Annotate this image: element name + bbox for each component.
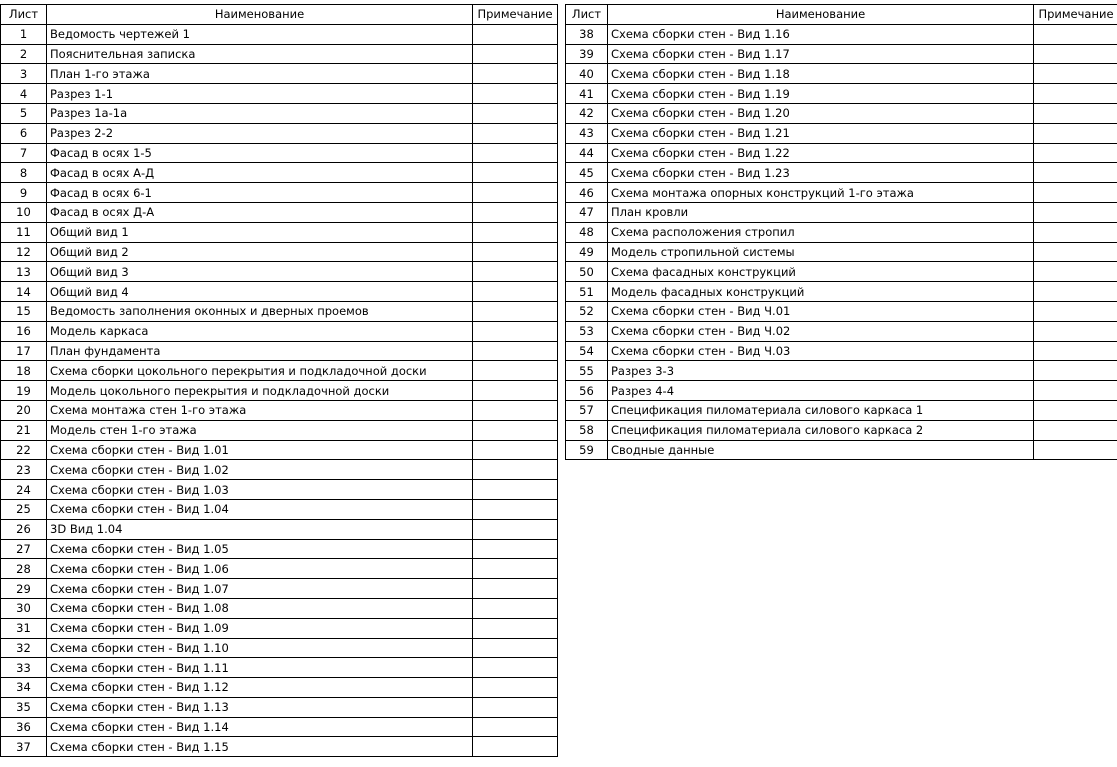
sheet-number-cell: 19 xyxy=(1,381,47,401)
sheet-name-cell: Схема сборки стен - Вид Ч.01 xyxy=(608,301,1034,321)
table-row xyxy=(1,559,558,579)
sheet-note-cell xyxy=(473,242,558,262)
sheet-number-cell: 20 xyxy=(1,400,47,420)
sheet-name-cell: Модель каркаса xyxy=(47,321,473,341)
sheet-number-cell: 29 xyxy=(1,579,47,599)
table-row xyxy=(566,282,1117,302)
sheet-number-cell: 12 xyxy=(1,242,47,262)
table-row xyxy=(1,579,558,599)
sheet-name-cell: Разрез 4-4 xyxy=(608,381,1034,401)
table-row xyxy=(566,143,1117,163)
sheet-note-cell xyxy=(473,440,558,460)
sheet-number-cell: 51 xyxy=(566,282,608,302)
sheet-name-cell: Спецификация пиломатериала силового каркаса 2 xyxy=(608,420,1034,440)
sheet-name-cell: Схема сборки стен - Вид 1.23 xyxy=(608,163,1034,183)
table-row xyxy=(1,440,558,460)
sheet-note-cell xyxy=(473,420,558,440)
sheet-name-cell: Схема сборки стен - Вид 1.21 xyxy=(608,123,1034,143)
sheet-name-cell: Схема сборки стен - Вид 1.20 xyxy=(608,103,1034,123)
sheet-name-cell: Схема сборки стен - Вид 1.05 xyxy=(47,539,473,559)
sheet-name-cell: План фундамента xyxy=(47,341,473,361)
table-row xyxy=(566,381,1117,401)
table-row xyxy=(566,301,1117,321)
table-row xyxy=(1,598,558,618)
sheet-name-cell: Пояснительная записка xyxy=(47,44,473,64)
table-row xyxy=(1,618,558,638)
table-row xyxy=(566,103,1117,123)
table-row xyxy=(1,301,558,321)
sheet-name-cell: Разрез 1-1 xyxy=(47,84,473,104)
table-row xyxy=(1,460,558,480)
sheet-name-cell: План кровли xyxy=(608,202,1034,222)
sheet-note-cell xyxy=(473,84,558,104)
table-row xyxy=(566,44,1117,64)
sheet-number-cell: 7 xyxy=(1,143,47,163)
sheet-note-cell xyxy=(1034,103,1117,123)
sheet-note-cell xyxy=(473,579,558,599)
table-row xyxy=(566,400,1117,420)
table-row xyxy=(566,242,1117,262)
sheet-name-cell: Схема сборки стен - Вид 1.17 xyxy=(608,44,1034,64)
sheet-number-cell: 42 xyxy=(566,103,608,123)
table-row xyxy=(1,202,558,222)
sheet-number-cell: 48 xyxy=(566,222,608,242)
sheet-note-cell xyxy=(1034,143,1117,163)
sheet-note-cell xyxy=(1034,400,1117,420)
header-note: Примечание xyxy=(1034,5,1117,25)
sheet-number-cell: 24 xyxy=(1,480,47,500)
sheet-note-cell xyxy=(473,163,558,183)
sheet-number-cell: 4 xyxy=(1,84,47,104)
sheet-note-cell xyxy=(1034,183,1117,203)
sheet-number-cell: 3 xyxy=(1,64,47,84)
sheet-name-cell: Модель фасадных конструкций xyxy=(608,282,1034,302)
sheet-note-cell xyxy=(473,44,558,64)
sheet-name-cell: Фасад в осях 1-5 xyxy=(47,143,473,163)
sheet-note-cell xyxy=(1034,262,1117,282)
sheet-note-cell xyxy=(473,64,558,84)
sheet-number-cell: 35 xyxy=(1,697,47,717)
drawing-list-table-right xyxy=(565,4,1117,460)
table-row xyxy=(1,361,558,381)
sheet-note-cell xyxy=(473,103,558,123)
table-row xyxy=(566,84,1117,104)
sheet-note-cell xyxy=(473,480,558,500)
sheet-name-cell: 3D Вид 1.04 xyxy=(47,519,473,539)
table-row xyxy=(1,143,558,163)
sheet-note-cell xyxy=(473,598,558,618)
sheet-note-cell xyxy=(473,24,558,44)
table-row xyxy=(1,183,558,203)
sheet-name-cell: Схема сборки стен - Вид 1.11 xyxy=(47,658,473,678)
table-row xyxy=(1,499,558,519)
sheet-note-cell xyxy=(1034,420,1117,440)
sheet-number-cell: 49 xyxy=(566,242,608,262)
sheet-note-cell xyxy=(1034,361,1117,381)
sheet-name-cell: Схема сборки цокольного перекрытия и подкладочной доски xyxy=(47,361,473,381)
table-row xyxy=(566,420,1117,440)
sheet-note-cell xyxy=(1034,301,1117,321)
table-row xyxy=(1,163,558,183)
sheet-number-cell: 1 xyxy=(1,24,47,44)
sheet-note-cell xyxy=(1034,381,1117,401)
sheet-number-cell: 21 xyxy=(1,420,47,440)
sheet-number-cell: 36 xyxy=(1,717,47,737)
sheet-note-cell xyxy=(1034,64,1117,84)
table-row xyxy=(1,321,558,341)
sheet-name-cell: Схема сборки стен - Вид 1.14 xyxy=(47,717,473,737)
sheet-number-cell: 31 xyxy=(1,618,47,638)
sheet-name-cell: Схема сборки стен - Вид 1.07 xyxy=(47,579,473,599)
sheet-name-cell: Общий вид 1 xyxy=(47,222,473,242)
sheet-name-cell: Разрез 1а-1а xyxy=(47,103,473,123)
sheet-note-cell xyxy=(473,321,558,341)
sheet-name-cell: Фасад в осях А-Д xyxy=(47,163,473,183)
table-row xyxy=(566,361,1117,381)
sheet-note-cell xyxy=(1034,222,1117,242)
sheet-number-cell: 14 xyxy=(1,282,47,302)
sheet-name-cell: Ведомость заполнения оконных и дверных проемов xyxy=(47,301,473,321)
sheet-note-cell xyxy=(473,301,558,321)
sheet-note-cell xyxy=(1034,321,1117,341)
sheet-note-cell xyxy=(1034,202,1117,222)
sheet-note-cell xyxy=(1034,24,1117,44)
table-row xyxy=(1,341,558,361)
sheet-number-cell: 2 xyxy=(1,44,47,64)
sheet-name-cell: Схема сборки стен - Вид 1.09 xyxy=(47,618,473,638)
sheet-number-cell: 6 xyxy=(1,123,47,143)
sheet-number-cell: 44 xyxy=(566,143,608,163)
sheet-number-cell: 33 xyxy=(1,658,47,678)
sheet-note-cell xyxy=(1034,440,1117,460)
sheet-number-cell: 32 xyxy=(1,638,47,658)
sheet-number-cell: 9 xyxy=(1,183,47,203)
sheet-name-cell: План 1-го этажа xyxy=(47,64,473,84)
sheet-name-cell: Схема сборки стен - Вид Ч.03 xyxy=(608,341,1034,361)
table-row xyxy=(566,440,1117,460)
sheet-name-cell: Схема сборки стен - Вид 1.12 xyxy=(47,678,473,698)
sheet-name-cell: Схема сборки стен - Вид 1.13 xyxy=(47,697,473,717)
sheet-name-cell: Общий вид 3 xyxy=(47,262,473,282)
sheet-name-cell: Модель стропильной системы xyxy=(608,242,1034,262)
sheet-number-cell: 43 xyxy=(566,123,608,143)
sheet-name-cell: Схема расположения стропил xyxy=(608,222,1034,242)
sheet-note-cell xyxy=(473,678,558,698)
sheet-number-cell: 27 xyxy=(1,539,47,559)
table-row xyxy=(1,697,558,717)
table-row xyxy=(1,539,558,559)
table-row xyxy=(1,24,558,44)
table-row xyxy=(566,163,1117,183)
sheet-name-cell: Модель цокольного перекрытия и подкладочной доски xyxy=(47,381,473,401)
sheet-name-cell: Схема сборки стен - Вид 1.03 xyxy=(47,480,473,500)
sheet-note-cell xyxy=(1034,242,1117,262)
sheet-note-cell xyxy=(473,737,558,757)
sheet-note-cell xyxy=(473,658,558,678)
sheet-number-cell: 30 xyxy=(1,598,47,618)
table-row xyxy=(1,420,558,440)
table-header-row xyxy=(566,5,1117,25)
sheet-number-cell: 55 xyxy=(566,361,608,381)
sheet-note-cell xyxy=(473,519,558,539)
sheet-note-cell xyxy=(1034,341,1117,361)
table-row xyxy=(566,183,1117,203)
table-row xyxy=(566,341,1117,361)
sheet-note-cell xyxy=(473,717,558,737)
sheet-number-cell: 54 xyxy=(566,341,608,361)
sheet-note-cell xyxy=(473,361,558,381)
header-note: Примечание xyxy=(473,5,558,25)
sheet-name-cell: Схема сборки стен - Вид 1.22 xyxy=(608,143,1034,163)
sheet-number-cell: 16 xyxy=(1,321,47,341)
table-row xyxy=(1,64,558,84)
sheet-number-cell: 56 xyxy=(566,381,608,401)
header-sheet: Лист xyxy=(1,5,47,25)
table-row xyxy=(566,64,1117,84)
sheet-number-cell: 39 xyxy=(566,44,608,64)
sheet-name-cell: Спецификация пиломатериала силового каркаса 1 xyxy=(608,400,1034,420)
sheet-number-cell: 15 xyxy=(1,301,47,321)
sheet-number-cell: 11 xyxy=(1,222,47,242)
sheet-name-cell: Схема монтажа опорных конструкций 1-го этажа xyxy=(608,183,1034,203)
table-body-right xyxy=(566,24,1117,460)
sheet-number-cell: 28 xyxy=(1,559,47,579)
sheet-name-cell: Фасад в осях 6-1 xyxy=(47,183,473,203)
header-name: Наименование xyxy=(608,5,1034,25)
sheet-note-cell xyxy=(473,262,558,282)
sheet-name-cell: Схема сборки стен - Вид 1.16 xyxy=(608,24,1034,44)
table-row xyxy=(566,123,1117,143)
sheet-number-cell: 58 xyxy=(566,420,608,440)
sheet-number-cell: 10 xyxy=(1,202,47,222)
table-row xyxy=(1,222,558,242)
sheet-name-cell: Модель стен 1-го этажа xyxy=(47,420,473,440)
sheet-note-cell xyxy=(473,183,558,203)
sheet-number-cell: 52 xyxy=(566,301,608,321)
sheet-name-cell: Разрез 3-3 xyxy=(608,361,1034,381)
sheet-note-cell xyxy=(473,559,558,579)
sheet-note-cell xyxy=(473,460,558,480)
table-row xyxy=(566,262,1117,282)
sheet-number-cell: 40 xyxy=(566,64,608,84)
table-row xyxy=(1,658,558,678)
sheet-name-cell: Схема сборки стен - Вид 1.04 xyxy=(47,499,473,519)
sheet-note-cell xyxy=(473,539,558,559)
sheet-name-cell: Разрез 2-2 xyxy=(47,123,473,143)
sheet-number-cell: 23 xyxy=(1,460,47,480)
sheet-name-cell: Фасад в осях Д-А xyxy=(47,202,473,222)
sheet-number-cell: 37 xyxy=(1,737,47,757)
sheet-note-cell xyxy=(1034,44,1117,64)
table-row xyxy=(566,202,1117,222)
sheet-number-cell: 13 xyxy=(1,262,47,282)
sheet-note-cell xyxy=(473,143,558,163)
sheet-number-cell: 18 xyxy=(1,361,47,381)
sheet-name-cell: Схема сборки стен - Вид 1.18 xyxy=(608,64,1034,84)
table-row xyxy=(1,737,558,757)
sheet-name-cell: Схема сборки стен - Вид 1.15 xyxy=(47,737,473,757)
sheet-name-cell: Общий вид 4 xyxy=(47,282,473,302)
table-row xyxy=(1,84,558,104)
table-header-row xyxy=(1,5,558,25)
header-sheet: Лист xyxy=(566,5,608,25)
sheet-name-cell: Схема сборки стен - Вид 1.10 xyxy=(47,638,473,658)
sheet-number-cell: 41 xyxy=(566,84,608,104)
sheet-number-cell: 8 xyxy=(1,163,47,183)
sheet-number-cell: 45 xyxy=(566,163,608,183)
table-row xyxy=(1,400,558,420)
sheet-number-cell: 25 xyxy=(1,499,47,519)
table-row xyxy=(1,262,558,282)
sheet-number-cell: 5 xyxy=(1,103,47,123)
sheet-note-cell xyxy=(473,638,558,658)
table-body-left xyxy=(1,24,558,756)
sheet-name-cell: Схема сборки стен - Вид 1.19 xyxy=(608,84,1034,104)
sheet-note-cell xyxy=(473,697,558,717)
table-row xyxy=(1,282,558,302)
sheet-name-cell: Ведомость чертежей 1 xyxy=(47,24,473,44)
sheet-number-cell: 59 xyxy=(566,440,608,460)
sheet-note-cell xyxy=(473,618,558,638)
sheet-note-cell xyxy=(1034,163,1117,183)
table-row xyxy=(1,678,558,698)
table-row xyxy=(1,103,558,123)
sheet-note-cell xyxy=(473,400,558,420)
sheet-note-cell xyxy=(473,381,558,401)
sheet-name-cell: Сводные данные xyxy=(608,440,1034,460)
sheet-number-cell: 50 xyxy=(566,262,608,282)
sheet-number-cell: 34 xyxy=(1,678,47,698)
table-row xyxy=(1,638,558,658)
sheet-number-cell: 38 xyxy=(566,24,608,44)
table-row xyxy=(1,717,558,737)
sheet-name-cell: Схема сборки стен - Вид 1.06 xyxy=(47,559,473,579)
sheet-note-cell xyxy=(473,123,558,143)
sheet-number-cell: 46 xyxy=(566,183,608,203)
sheet-note-cell xyxy=(473,341,558,361)
drawing-list-table-left xyxy=(0,4,558,757)
table-row xyxy=(566,24,1117,44)
table-row xyxy=(1,44,558,64)
sheet-name-cell: Схема монтажа стен 1-го этажа xyxy=(47,400,473,420)
table-row xyxy=(1,242,558,262)
header-name: Наименование xyxy=(47,5,473,25)
sheet-number-cell: 26 xyxy=(1,519,47,539)
sheet-note-cell xyxy=(473,222,558,242)
sheet-name-cell: Общий вид 2 xyxy=(47,242,473,262)
sheet-number-cell: 17 xyxy=(1,341,47,361)
sheet-number-cell: 57 xyxy=(566,400,608,420)
sheet-note-cell xyxy=(1034,123,1117,143)
sheet-name-cell: Схема фасадных конструкций xyxy=(608,262,1034,282)
table-row xyxy=(1,123,558,143)
table-row xyxy=(1,480,558,500)
sheet-name-cell: Схема сборки стен - Вид Ч.02 xyxy=(608,321,1034,341)
sheet-number-cell: 47 xyxy=(566,202,608,222)
sheet-note-cell xyxy=(1034,282,1117,302)
sheet-note-cell xyxy=(473,499,558,519)
table-row xyxy=(566,222,1117,242)
table-row xyxy=(1,381,558,401)
sheet-note-cell xyxy=(473,202,558,222)
sheet-name-cell: Схема сборки стен - Вид 1.01 xyxy=(47,440,473,460)
sheet-name-cell: Схема сборки стен - Вид 1.08 xyxy=(47,598,473,618)
sheet-number-cell: 53 xyxy=(566,321,608,341)
sheet-name-cell: Схема сборки стен - Вид 1.02 xyxy=(47,460,473,480)
sheet-note-cell xyxy=(1034,84,1117,104)
table-row xyxy=(566,321,1117,341)
sheet-number-cell: 22 xyxy=(1,440,47,460)
sheet-note-cell xyxy=(473,282,558,302)
table-row xyxy=(1,519,558,539)
